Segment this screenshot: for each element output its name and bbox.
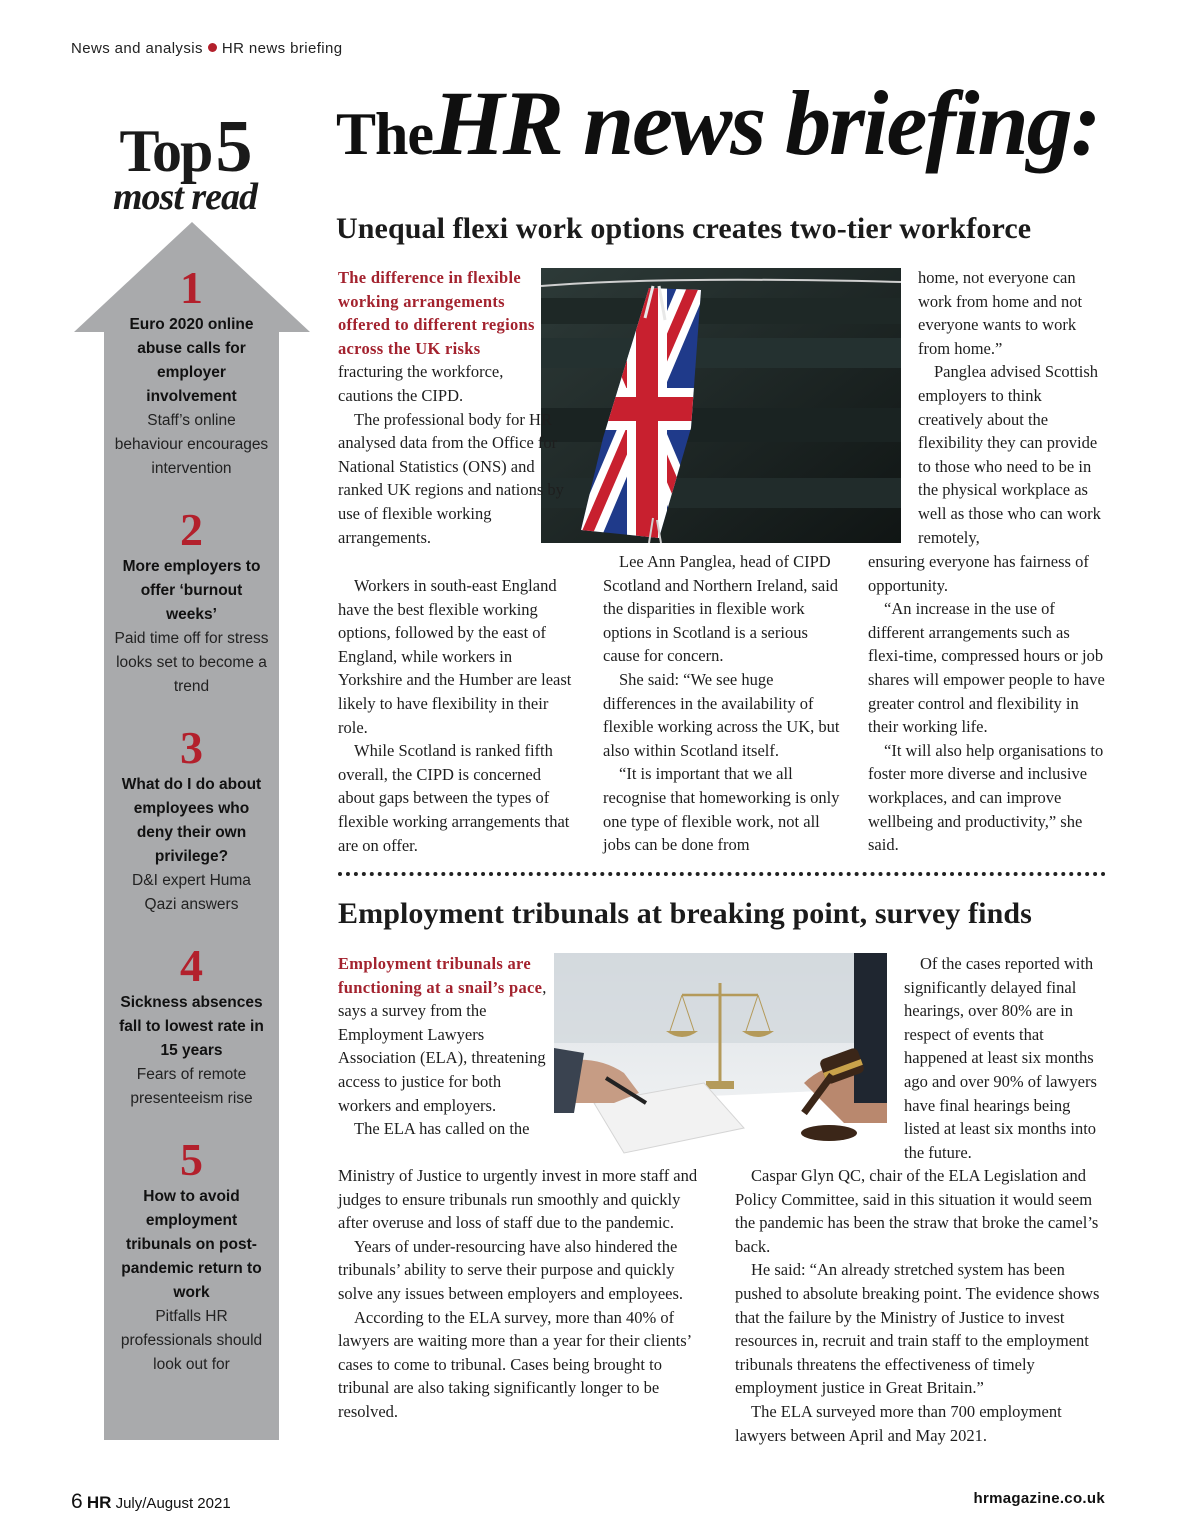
article2-col1-para: The ELA has called on the: [354, 1119, 530, 1139]
article1-col2-para: “It is important that we all recognise that homeworking is only one type of flexible work, not all jobs can be done from: [603, 764, 840, 855]
article1-headline[interactable]: Unequal flexi work options creates two-tier workforce: [336, 212, 1032, 245]
breadcrumb-section: News and analysis: [71, 40, 203, 57]
article2-col1-para: Years of under-resourcing have also hindered the tribunals’ ability to serve their purpose and quickly solve any issues between employers and employees.: [338, 1236, 684, 1303]
top5-item-3[interactable]: [104, 722, 279, 917]
top5-heading-word: Top: [119, 118, 212, 184]
article2-col1-bottom: [338, 1164, 708, 1424]
article2-col1-text: Ministry of Justice to urgently invest in more staff and judges to ensure tribunals run smoothly and quickly after overuse and loss of staff due to the pandemic.: [338, 1166, 698, 1233]
footer-issue: [71, 1490, 231, 1514]
article1-col1-text: fracturing the workforce, cautions the CIPD.: [338, 362, 504, 405]
rank-subtitle: D&I expert Huma Qazi answers: [132, 872, 251, 913]
rank-title: More employers to offer ‘burnout weeks’: [122, 558, 261, 623]
top5-heading-number: 5: [215, 106, 251, 188]
article1-col2-para: Lee Ann Panglea, head of CIPD Scotland and Northern Ireland, said the disparities in flexible work options in Scotland is a serious cause for concern.: [603, 552, 839, 666]
article1-col3-para: “It will also help organisations to foster more diverse and inclusive workplaces, and can improve wellbeing and productivity,” she said.: [868, 740, 1104, 855]
article1-col3-para: Panglea advised Scottish employers to think creatively about the flexibility they can provide to those who need to be in the physical workplace as well as those who can work remotely,: [918, 362, 1101, 547]
rank-subtitle: Paid time off for stress looks set to become a trend: [114, 630, 269, 695]
rank-number: 4: [180, 940, 203, 991]
article1-col3-text: ensuring everyone has fairness of opportunity.: [868, 552, 1089, 595]
top5-item-4[interactable]: [104, 940, 279, 1111]
article1-col3-para: “An increase in the use of different arrangements such as flexi-time, compressed hours or job shares will empower people to have greater control and flexibility in their working life.: [868, 599, 1105, 737]
article2-col1-para: According to the ELA survey, more than 40% of lawyers are waiting more than a year for their clients’ cases to come to tribunal. Cases being brought to tribunal are also taking significantly longer to be resolved.: [338, 1307, 691, 1421]
article1-col3-para: home, not everyone can work from home and not everyone wants to work from home.”: [918, 268, 1083, 358]
rank-subtitle: Staff’s online behaviour encourages intervention: [114, 412, 269, 477]
rank-number: 5: [180, 1134, 203, 1185]
article1-col2: [603, 550, 843, 857]
article1-col2-para: She said: “We see huge differences in the availability of flexible working across the UK, but also within Scotland itself.: [603, 669, 840, 760]
masthead-title: HR news briefing:: [433, 72, 1100, 174]
article2-col1-text: , says a survey from the Employment Lawyers Association (ELA), threatening access to justice for both workers and employers.: [338, 977, 547, 1115]
article2-headline[interactable]: Employment tribunals at breaking point, survey finds: [338, 897, 1032, 930]
article1-col3-top: [918, 266, 1103, 549]
rank-subtitle: Fears of remote presenteeism rise: [130, 1066, 253, 1107]
breadcrumb: [71, 40, 343, 57]
rank-title: How to avoid employment tribunals on post-pandemic return to work: [121, 1188, 262, 1301]
page-number: 6: [71, 1490, 83, 1513]
rank-number: 3: [180, 722, 203, 773]
rank-title: Euro 2020 online abuse calls for employer involvement: [129, 316, 254, 405]
article1-col1-para: Workers in south-east England have the best flexible working options, followed by the east of England, while workers in Yorkshire and the Humber are least likely to have flexibility in their role.: [338, 576, 572, 737]
article1-col1-top: [338, 266, 564, 549]
rank-subtitle: Pitfalls HR professionals should look out for: [120, 1308, 263, 1373]
article2-col2-para: He said: “An already stretched system has been pushed to absolute breaking point. The evidence shows that the failure by the Ministry of Justice to invest resources in, recruit and train staff to the employment tribunals threatens the effectiveness of timely employment justice in Great Britain.”: [735, 1260, 1100, 1398]
bullet-dot-icon: [208, 43, 217, 52]
article2-col2-para: Of the cases reported with significantly delayed final hearings, over 80% are in respect of events that happened at least six months ago and over 90% of lawyers have final hearings being listed at least six months into the future.: [904, 954, 1097, 1162]
top5-item-5[interactable]: [104, 1134, 279, 1377]
top5-heading: [105, 106, 265, 218]
rank-number: 2: [180, 504, 203, 555]
top5-list: [104, 262, 279, 1403]
article1-col3-bottom: [868, 550, 1108, 857]
rank-number: 1: [180, 262, 203, 313]
article2-lead: Employment tribunals are functioning at a snail’s pace: [338, 954, 543, 997]
union-jack-photo: [541, 268, 901, 543]
article2-col2-para: Caspar Glyn QC, chair of the ELA Legislation and Policy Committee, said in this situation it would seem the pandemic has been the straw that broke the camel’s back.: [735, 1166, 1099, 1256]
top5-heading-sub: most read: [112, 176, 258, 218]
breadcrumb-subsection: HR news briefing: [221, 40, 343, 57]
website-link[interactable]: hrmagazine.co.uk: [973, 1490, 1105, 1507]
article2-col2-top: [904, 952, 1109, 1164]
article1-col1-para: The professional body for HR analysed data from the Office for National Statistics (ONS) and ranked UK regions and nations by use of flexible working arrangements.: [338, 409, 564, 547]
article1-col1-para: While Scotland is ranked fifth overall, the CIPD is concerned about gaps between the types of flexible working arrangements that are on offer.: [338, 741, 570, 855]
top5-item-1[interactable]: [104, 262, 279, 481]
rank-title: Sickness absences fall to lowest rate in 15 years: [119, 994, 264, 1059]
article2-col2-para: The ELA surveyed more than 700 employment lawyers between April and May 2021.: [735, 1401, 1062, 1445]
magazine-name: HR: [86, 1493, 112, 1512]
article2-col2-bottom: [735, 1164, 1107, 1447]
issue-date: July/August 2021: [115, 1495, 231, 1512]
masthead: [336, 70, 1099, 176]
rank-title: What do I do about employees who deny their own privilege?: [121, 776, 262, 865]
article1-lead: The difference in flexible working arrangements offered to different regions across the UK risks: [338, 268, 535, 358]
article1-col1-bottom: [338, 574, 576, 857]
article2-col1-top: [338, 952, 548, 1141]
masthead-prefix: The: [336, 101, 434, 167]
dotted-divider: [338, 872, 1106, 876]
top5-item-2[interactable]: [104, 504, 279, 699]
justice-scales-photo: [554, 953, 887, 1158]
